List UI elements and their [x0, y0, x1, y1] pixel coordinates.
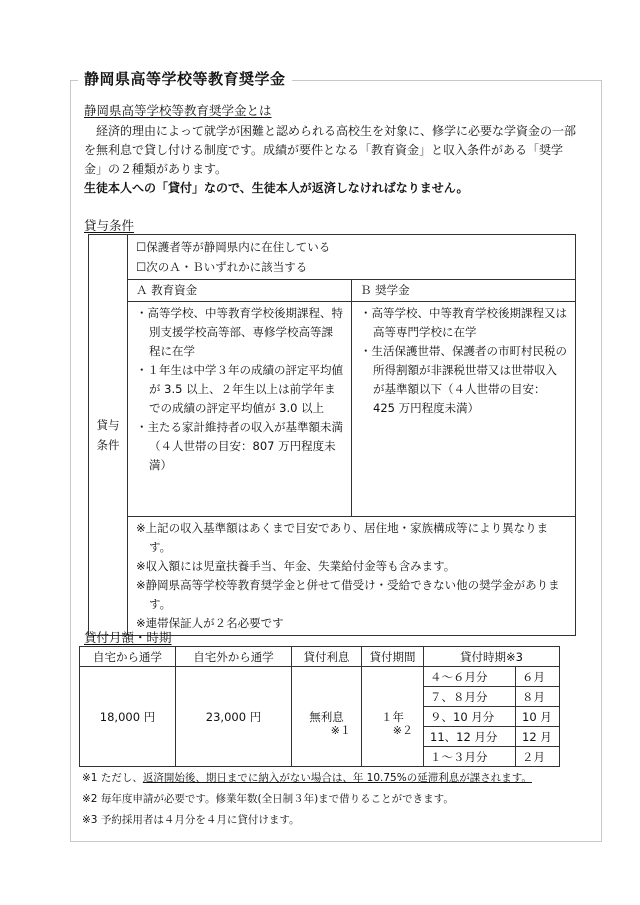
col-a-header: Ａ 教育資金 — [128, 280, 352, 302]
period-note: ※２ — [392, 724, 413, 737]
footnote-1 — [82, 768, 582, 789]
period-cell — [362, 667, 424, 767]
schedule-paid: ８月 — [516, 687, 560, 707]
interest-value: 無利息 — [309, 709, 344, 724]
footnotes — [82, 768, 582, 831]
intro-paragraph: 経済的理由によって就学が困難と認められる高校生を対象に、修学に必要な学資金の一部を無利息で貸し付ける制度です。成績が要件となる「教育資金」と収入条件がある「奨学金」の２種類があります。 — [84, 124, 577, 176]
interest-note: ※１ — [330, 724, 351, 737]
conditions-notes — [128, 517, 576, 636]
intro-text — [84, 122, 576, 198]
schedule-months: ９、10 月分 — [424, 707, 516, 727]
footnote-3: ※3 予約採用者は４月分を４月に貸付けます。 — [82, 814, 300, 826]
header-interest: 貸付利息 — [292, 647, 362, 667]
header-home: 自宅から通学 — [80, 647, 176, 667]
intro-emphasis: 生徒本人への「貸付」なので、生徒本人が返済しなければなりません。 — [84, 181, 469, 195]
schedule-months: 11、12 月分 — [424, 727, 516, 747]
schedule-months: ７、８月分 — [424, 687, 516, 707]
schedule-paid: ２月 — [516, 747, 560, 767]
schedule-paid: ６月 — [516, 667, 560, 687]
footnote-1-underlined: 返済開始後、期日までに納入がない場合は、年 10.75%の延滞利息が課されます。 — [142, 772, 532, 784]
col-a-body — [128, 302, 352, 517]
condition-note: ※上記の収入基準額はあくまで目安であり、居住地・家族構成等により異なります。 — [136, 521, 549, 554]
header-period: 貸付期間 — [362, 647, 424, 667]
col-a-bullet: ・１年生は中学３年の成績の評定平均値が 3.5 以上、２年生以上は前学年までの成績の評定平均値が 3.0 以上 — [136, 363, 343, 415]
schedule-months: ４～６月分 — [424, 667, 516, 687]
period-value: １年 — [381, 709, 404, 724]
col-b-header: Ｂ 奨学金 — [352, 280, 576, 302]
col-a-bullet: ・高等学校、中等教育学校後期課程、特別支援学校高等部、専修学校高等課程に在学 — [136, 306, 343, 358]
condition-note: ※静岡県高等学校等教育奨学金と併せて借受け・受給できない他の奨学金があります。 — [136, 578, 560, 611]
document-title: 静岡県高等学校等教育奨学金 — [78, 68, 292, 89]
amount-heading: 貸付月額・時期 — [84, 630, 172, 645]
amount-table — [79, 646, 560, 767]
check-item: ☐次のＡ・Ｂいずれかに該当する — [136, 260, 308, 274]
schedule-months: １～３月分 — [424, 747, 516, 767]
col-a-bullet: ・主たる家計維持者の収入が基準額未満（４人世帯の目安：807 万円程度未満） — [136, 420, 343, 472]
schedule-paid: 12 月 — [516, 727, 560, 747]
condition-note: ※連帯保証人が２名必要です — [136, 616, 284, 630]
footnote-2: ※2 毎年度申請が必要です。修業年数(全日制３年)まで借りることができます。 — [82, 793, 454, 805]
conditions-label-line2: 条件 — [96, 438, 120, 452]
schedule-paid: 10 月 — [516, 707, 560, 727]
intro-heading: 静岡県高等学校等教育奨学金とは — [84, 103, 272, 118]
away-amount: 23,000 円 — [176, 667, 292, 767]
conditions-table — [88, 234, 576, 636]
col-b-bullet: ・生活保護世帯、保護者の市町村民税の所得割額が非課税世帯又は世帯収入が基準額以下（４人世帯の目安：425 万円程度未満） — [360, 344, 567, 415]
conditions-label — [89, 235, 128, 636]
col-b-body — [352, 302, 576, 517]
check-item: ☐保護者等が静岡県内に在住している — [136, 240, 331, 254]
interest-cell — [292, 667, 362, 767]
conditions-heading: 貸与条件 — [84, 218, 135, 233]
condition-note: ※収入額には児童扶養手当、年金、失業給付金等も含みます。 — [136, 559, 456, 573]
check-items — [128, 235, 576, 280]
header-away: 自宅外から通学 — [176, 647, 292, 667]
col-b-bullet: ・高等学校、中等教育学校後期課程又は高等専門学校に在学 — [360, 306, 567, 339]
header-timing: 貸付時期※3 — [424, 647, 560, 667]
conditions-label-line1: 貸与 — [96, 418, 120, 432]
home-amount: 18,000 円 — [80, 667, 176, 767]
footnote-1-prefix: ※1 ただし、 — [82, 772, 143, 784]
